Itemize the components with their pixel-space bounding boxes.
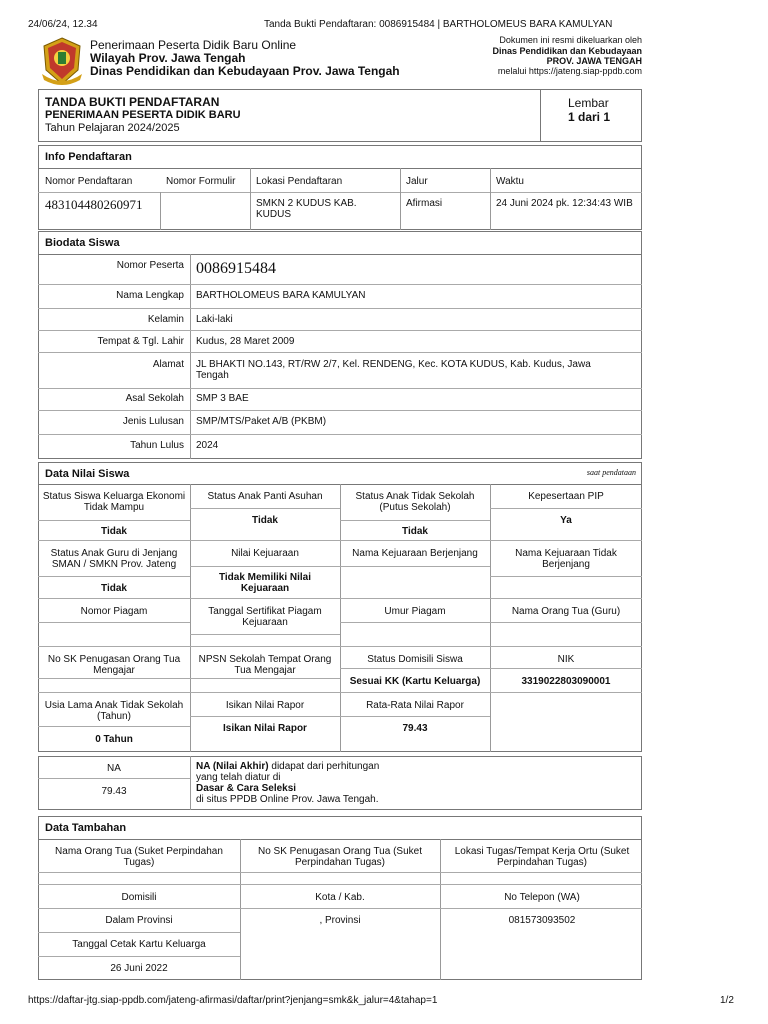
tambahan-kota: , Provinsi: [319, 915, 361, 926]
info-header-nomor-formulir: Nomor Formulir: [166, 176, 236, 187]
info-header-jalur: Jalur: [406, 176, 428, 187]
nilai-label-isikan-rapor: Isikan Nilai Rapor: [225, 700, 305, 711]
nilai-label-domisili: Status Domisili Siswa: [367, 654, 463, 665]
header-line1: Penerimaan Peserta Didik Baru Online: [90, 38, 297, 52]
header-right4: melalui https://jateng.siap-ppdb.com: [497, 66, 642, 76]
nilai-label-kejuaraan-berjenjang: Nama Kejuaraan Berjenjang: [352, 548, 478, 559]
info-lokasi: SMKN 2 KUDUS KAB. KUDUS: [256, 198, 357, 220]
nilai-label-nik: NIK: [557, 654, 575, 665]
jateng-logo-icon: [40, 36, 84, 86]
doc-year: Tahun Pelajaran 2024/2025: [45, 122, 180, 134]
bio-alamat: JL BHAKTI NO.143, RT/RW 2/7, Kel. RENDENG, Kec. KOTA KUDUS, Kab. Kudus, Jawa Tengah: [196, 359, 591, 381]
bio-tahun-lulus: 2024: [196, 440, 219, 451]
nilai-label-anak-guru: Status Anak Guru di Jenjang SMAN / SMKN Prov. Jateng: [50, 548, 178, 570]
tambahan-domisili: Dalam Provinsi: [105, 915, 173, 926]
info-waktu: 24 Juni 2024 pk. 12:34:43 WIB: [496, 198, 633, 209]
info-jalur: Afirmasi: [406, 198, 443, 209]
doc-title: TANDA BUKTI PENDAFTARAN: [45, 95, 220, 109]
bio-kelamin: Laki-laki: [196, 314, 233, 325]
nilai-label-tgl-sertifikat: Tanggal Sertifikat Piagam Kejuaraan: [208, 606, 322, 628]
nilai-value-nik: 3319022803090001: [521, 676, 611, 687]
biodata-title: Biodata Siswa: [45, 237, 120, 249]
tambahan-label-lokasi-tugas: Lokasi Tugas/Tempat Kerja Ortu (Suket Perpindahan Tugas): [454, 846, 630, 868]
header-right3: PROV. JAWA TENGAH: [546, 56, 642, 66]
bio-nomor-peserta: 0086915484: [196, 260, 276, 277]
bio-asal-sekolah: SMP 3 BAE: [196, 393, 249, 404]
nilai-value-domisili: Sesuai KK (Kartu Keluarga): [349, 676, 481, 687]
bio-ttl: Kudus, 28 Maret 2009: [196, 336, 295, 347]
nilai-label-rata-rapor: Rata-Rata Nilai Rapor: [366, 700, 464, 711]
bio-label-kelamin: Kelamin: [147, 314, 184, 325]
nilai-value-putus-sekolah: Tidak: [402, 526, 428, 537]
info-header-nomor-pendaftaran: Nomor Pendaftaran: [45, 176, 133, 187]
print-page-title: Tanda Bukti Pendaftaran: 0086915484 | BARTHOLOMEUS BARA KAMULYAN: [264, 19, 613, 30]
bio-label-alamat: Alamat: [152, 359, 184, 370]
nilai-value-kejuaraan: Tidak Memiliki Nilai Kejuaraan: [218, 572, 312, 594]
nilai-label-pip: Kepesertaan PIP: [528, 491, 604, 502]
header-right2: Dinas Pendidikan dan Kebudayaan: [492, 46, 642, 56]
bio-label-nomor-peserta: Nomor Peserta: [116, 260, 184, 271]
nilai-value-panti: Tidak: [252, 515, 278, 526]
nilai-value-ekonomi: Tidak: [101, 526, 127, 537]
info-header-lokasi: Lokasi Pendaftaran: [256, 176, 343, 187]
nilai-value-usia-tidak-sekolah: 0 Tahun: [95, 734, 133, 745]
bio-label-tahun-lulus: Tahun Lulus: [130, 440, 184, 451]
nilai-label-kejuaraan: Nilai Kejuaraan: [231, 548, 299, 559]
tambahan-label-domisili: Domisili: [121, 892, 157, 903]
nilai-label-usia-tidak-sekolah: Usia Lama Anak Tidak Sekolah (Tahun): [44, 700, 184, 722]
header-line2: Wilayah Prov. Jawa Tengah: [90, 51, 246, 65]
nilai-label-umur-piagam: Umur Piagam: [384, 606, 446, 617]
nilai-value-anak-guru: Tidak: [101, 583, 127, 594]
bio-nama: BARTHOLOMEUS BARA KAMULYAN: [196, 290, 366, 301]
tambahan-tgl-kk: 26 Juni 2022: [110, 963, 168, 974]
nilai-value-rata-rapor: 79.43: [402, 723, 428, 734]
nilai-label-nama-ortu-guru: Nama Orang Tua (Guru): [511, 606, 621, 617]
nilai-label-nomor-piagam: Nomor Piagam: [80, 606, 148, 617]
print-page-count: 1/2: [720, 995, 734, 1006]
tambahan-label-nama-ortu: Nama Orang Tua (Suket Perpindahan Tugas): [55, 846, 223, 868]
tambahan-label-tgl-kk: Tanggal Cetak Kartu Keluarga: [72, 939, 206, 950]
bio-label-asal-sekolah: Asal Sekolah: [125, 393, 184, 404]
na-label: NA: [107, 763, 121, 774]
bio-label-nama: Nama Lengkap: [116, 290, 184, 301]
nilai-value-pip: Ya: [560, 515, 572, 526]
tambahan-label-telepon: No Telepon (WA): [504, 892, 580, 903]
info-header-waktu: Waktu: [496, 176, 524, 187]
header-line3: Dinas Pendidikan dan Kebudayaan Prov. Jawa Tengah: [90, 64, 400, 78]
nilai-title: Data Nilai Siswa: [45, 468, 130, 480]
na-desc-bold: NA (Nilai Akhir): [196, 761, 269, 772]
tambahan-title: Data Tambahan: [45, 822, 127, 834]
print-url[interactable]: https://daftar-jtg.siap-ppdb.com/jateng-afirmasi/daftar/print?jenjang=smk&k_jalur=4&tahap=1: [28, 995, 438, 1006]
bio-label-ttl: Tempat & Tgl. Lahir: [97, 336, 184, 347]
na-description: [196, 761, 396, 805]
na-desc-link: Dasar & Cara Seleksi: [196, 783, 297, 794]
lembar-value: 1 dari 1: [568, 110, 611, 124]
bio-label-jenis-lulusan: Jenis Lulusan: [122, 416, 184, 427]
tambahan-label-sk-ortu: No SK Penugasan Orang Tua (Suket Perpindahan Tugas): [258, 846, 422, 868]
tambahan-label-kota: Kota / Kab.: [315, 892, 365, 903]
nilai-note: saat pendataan: [586, 468, 636, 477]
na-desc-text2: di situs PPDB Online Prov. Jawa Tengah.: [196, 794, 379, 805]
tambahan-telepon: 081573093502: [508, 915, 576, 926]
nilai-label-putus-sekolah: Status Anak Tidak Sekolah (Putus Sekolah): [355, 491, 475, 513]
nilai-label-kejuaraan-tidak-berjenjang: Nama Kejuaraan Tidak Berjenjang: [515, 548, 617, 570]
bio-jenis-lulusan: SMP/MTS/Paket A/B (PKBM): [196, 416, 327, 427]
nilai-label-npsn: NPSN Sekolah Tempat Orang Tua Mengajar: [198, 654, 332, 676]
print-datetime: 24/06/24, 12.34: [28, 19, 98, 30]
info-nomor-pendaftaran: 483104480260971: [45, 197, 143, 212]
nilai-label-ekonomi: Status Siswa Keluarga Ekonomi Tidak Mampu: [42, 491, 186, 513]
na-desc-text: didapat dari perhitungan yang telah diatur di: [196, 761, 380, 783]
na-value: 79.43: [101, 786, 127, 797]
nilai-label-sk-ortu: No SK Penugasan Orang Tua Mengajar: [47, 654, 181, 676]
info-title: Info Pendaftaran: [45, 151, 132, 163]
lembar-label: Lembar: [568, 96, 609, 110]
nilai-label-panti: Status Anak Panti Asuhan: [207, 491, 323, 502]
nilai-value-isikan-rapor: Isikan Nilai Rapor: [223, 723, 307, 734]
header-right1: Dokumen ini resmi dikeluarkan oleh: [499, 35, 642, 45]
doc-subtitle: PENERIMAAN PESERTA DIDIK BARU: [45, 109, 241, 121]
